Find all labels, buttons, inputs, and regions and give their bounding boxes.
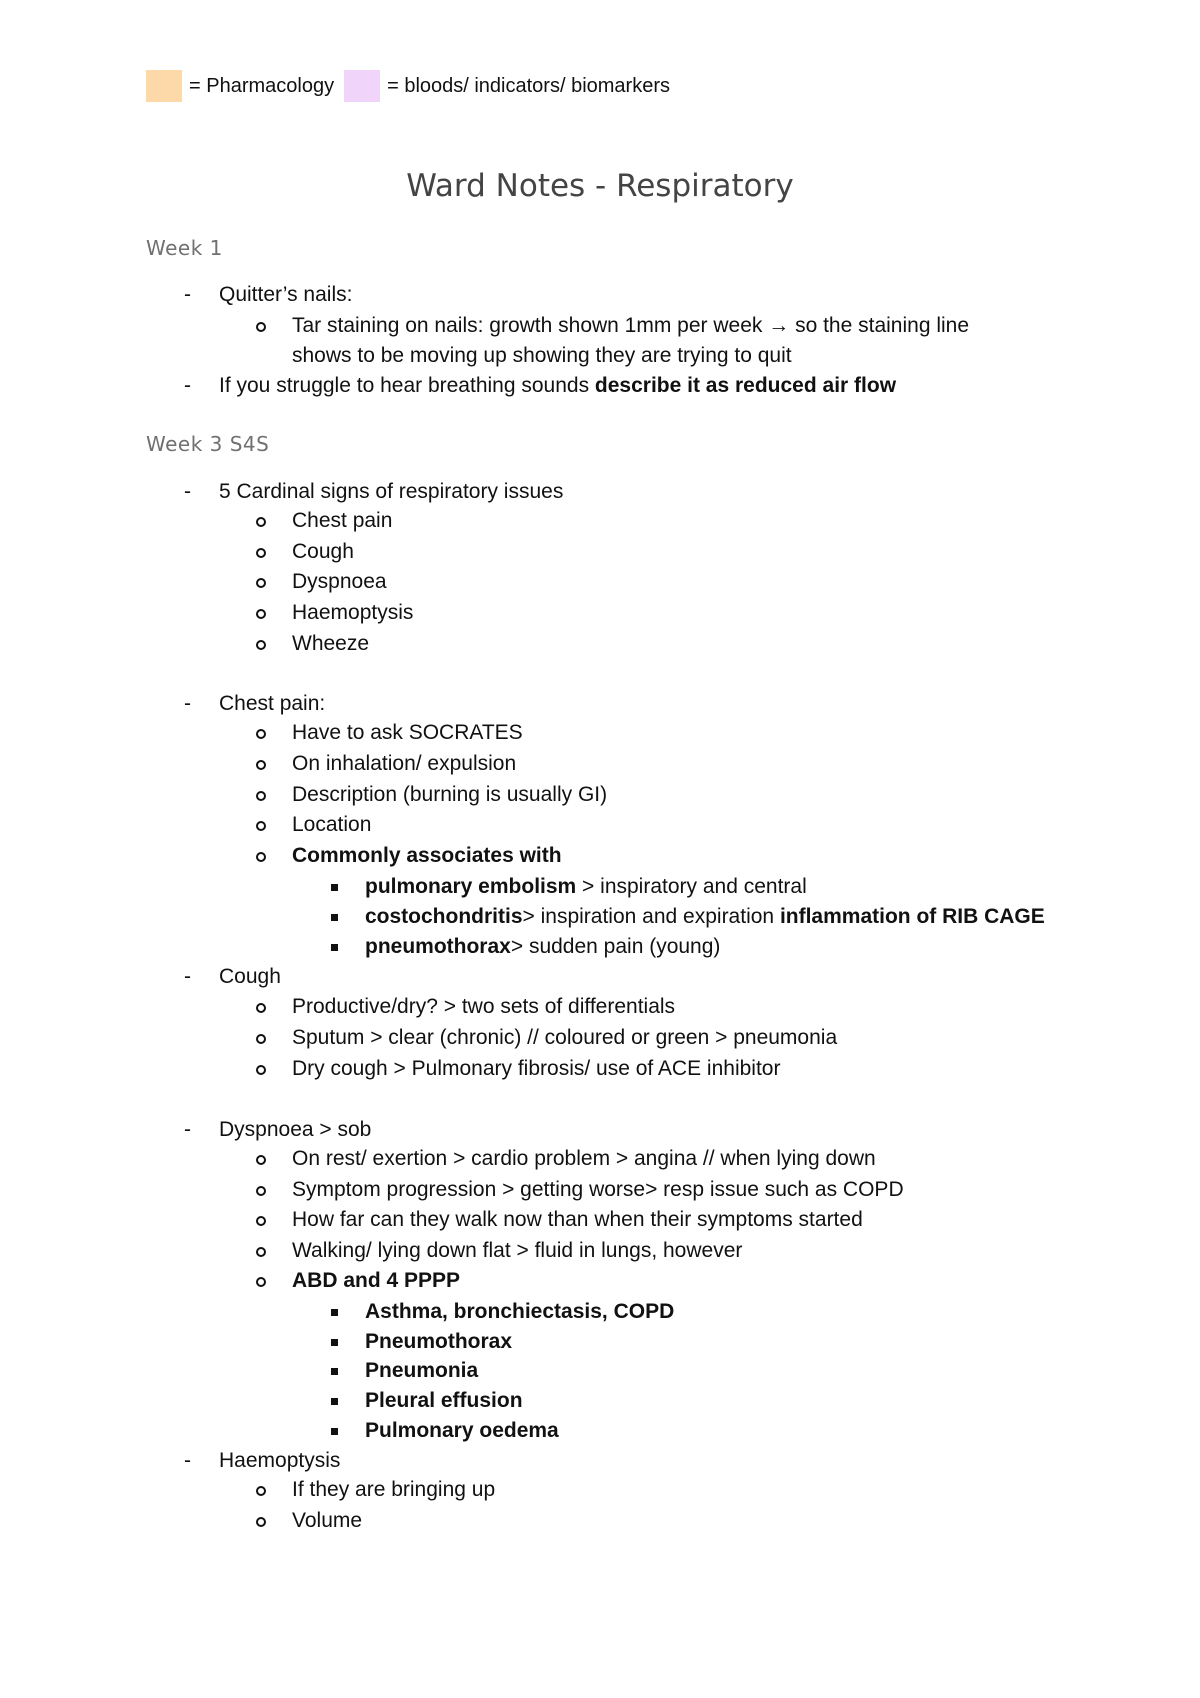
dash-bullet: - — [184, 965, 191, 988]
list-item: Cough — [292, 540, 354, 563]
dash-bullet: - — [184, 1449, 191, 1472]
week3-heading: Week 3 S4S — [146, 432, 270, 456]
list-item: Pneumonia — [365, 1359, 479, 1382]
arrow-icon: → — [768, 314, 790, 337]
list-item: pulmonary embolism > inspiratory and central — [365, 875, 807, 898]
list-item: On rest/ exertion > cardio problem > angina // when lying down — [292, 1147, 876, 1170]
dash-bullet: - — [184, 692, 191, 715]
list-item: Productive/dry? > two sets of differentials — [292, 995, 676, 1018]
list-item: How far can they walk now than when their symptoms started — [292, 1208, 863, 1231]
list-item: If they are bringing up — [292, 1478, 496, 1501]
bloods-swatch — [344, 70, 380, 102]
list-item: Sputum > clear (chronic) // coloured or green > pneumonia — [292, 1026, 838, 1049]
list-item: Tar staining on nails: growth shown 1mm per week → so the staining line — [292, 314, 970, 337]
list-item: Walking/ lying down flat > fluid in lungs, however — [292, 1239, 743, 1262]
dash-bullet: - — [184, 1118, 191, 1141]
list-item: Dyspnoea — [292, 570, 387, 593]
dash-bullet: - — [184, 283, 191, 306]
pharmacology-swatch — [146, 70, 182, 102]
page-title: Ward Notes - Respiratory — [406, 168, 794, 204]
list-item: 5 Cardinal signs of respiratory issues — [219, 480, 564, 503]
list-item: Have to ask SOCRATES — [292, 721, 523, 744]
list-item: pneumothorax> sudden pain (young) — [365, 935, 721, 958]
list-item: Haemoptysis — [292, 601, 414, 624]
list-item: Pleural effusion — [365, 1389, 523, 1412]
list-item: Dry cough > Pulmonary fibrosis/ use of ACE inhibitor — [292, 1057, 781, 1080]
list-item: ABD and 4 PPPP — [292, 1269, 461, 1292]
dash-bullet: - — [184, 374, 191, 397]
list-item: Cough — [219, 965, 281, 988]
list-item: Description (burning is usually GI) — [292, 783, 608, 806]
list-item: Symptom progression > getting worse> resp issue such as COPD — [292, 1178, 904, 1201]
list-item: costochondritis> inspiration and expiration inflammation of RIB CAGE — [365, 905, 1045, 928]
list-item: Asthma, bronchiectasis, COPD — [365, 1300, 675, 1323]
dash-bullet: - — [184, 480, 191, 503]
list-item: Haemoptysis — [219, 1449, 341, 1472]
color-legend — [146, 70, 670, 102]
list-item: Pneumothorax — [365, 1330, 513, 1353]
list-item: Chest pain: — [219, 692, 326, 715]
list-item: Chest pain — [292, 509, 393, 532]
list-item: Commonly associates with — [292, 844, 562, 867]
list-item-continuation: shows to be moving up showing they are trying to quit — [292, 344, 792, 367]
list-item: Dyspnoea > sob — [219, 1118, 372, 1141]
list-item: Wheeze — [292, 632, 370, 655]
list-item: Location — [292, 813, 372, 836]
pharmacology-legend-label: = Pharmacology — [189, 74, 335, 97]
list-item: Quitter’s nails: — [219, 283, 353, 306]
list-item: If you struggle to hear breathing sounds describe it as reduced air flow — [219, 374, 897, 397]
list-item: Volume — [292, 1509, 363, 1532]
bloods-legend-label: = bloods/ indicators/ biomarkers — [387, 74, 670, 97]
list-item: On inhalation/ expulsion — [292, 752, 517, 775]
week1-heading: Week 1 — [146, 236, 223, 260]
list-item: Pulmonary oedema — [365, 1419, 559, 1442]
